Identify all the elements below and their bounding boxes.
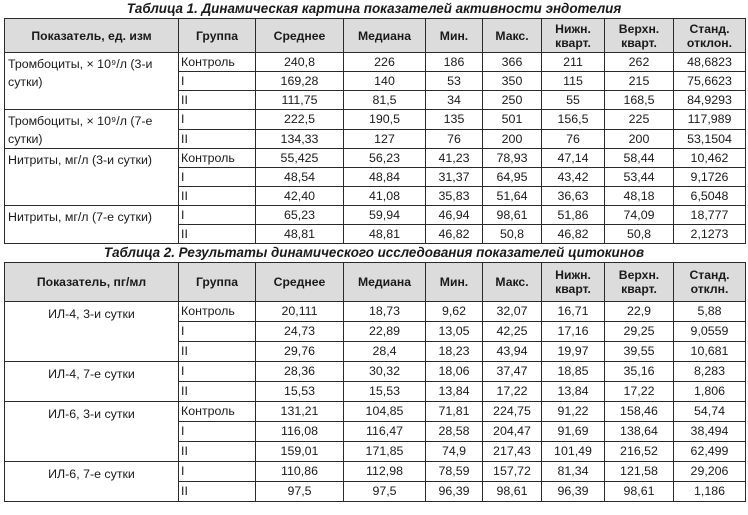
indicator-cell: Нитриты, мг/л (3-и сутки) <box>5 149 179 206</box>
value-cell: 18,06 <box>426 362 483 382</box>
group-cell: Контроль <box>179 149 256 168</box>
value-cell: 78,93 <box>483 149 542 168</box>
value-cell: 250 <box>483 91 542 110</box>
value-cell: 22,89 <box>344 322 426 342</box>
value-cell: 19,97 <box>542 342 605 362</box>
value-cell: 101,49 <box>542 442 605 462</box>
value-cell: 116,08 <box>256 422 344 442</box>
value-cell: 97,5 <box>256 482 344 502</box>
value-cell: 78,59 <box>426 462 483 482</box>
value-cell: 110,86 <box>256 462 344 482</box>
value-cell: 158,46 <box>605 402 674 422</box>
value-cell: 200 <box>483 129 542 149</box>
value-cell: 117,989 <box>674 110 746 130</box>
value-cell: 135 <box>426 110 483 130</box>
value-cell: 46,82 <box>542 225 605 244</box>
table2-caption: Таблица 2. Результаты динамического исследования показателей цитокинов <box>103 245 645 260</box>
value-cell: 55,425 <box>256 149 344 168</box>
value-cell: 46,94 <box>426 206 483 225</box>
value-cell: 2,1273 <box>674 225 746 244</box>
value-cell: 50,8 <box>483 225 542 244</box>
column-header: Показатель, пг/мл <box>5 263 179 302</box>
column-header: Станд. отклон. <box>674 19 746 53</box>
value-cell: 76 <box>426 129 483 149</box>
group-cell: I <box>179 168 256 187</box>
column-header: Верхн. кварт. <box>605 263 674 302</box>
table1-header-row <box>5 19 746 53</box>
column-header: Макс. <box>483 263 542 302</box>
value-cell: 34 <box>426 91 483 110</box>
value-cell: 65,23 <box>256 206 344 225</box>
value-cell: 225 <box>605 110 674 130</box>
value-cell: 211 <box>542 53 605 72</box>
value-cell: 240,8 <box>256 53 344 72</box>
value-cell: 13,84 <box>426 382 483 402</box>
value-cell: 53,44 <box>605 168 674 187</box>
value-cell: 204,47 <box>483 422 542 442</box>
table1-body <box>5 53 746 244</box>
value-cell: 168,5 <box>605 91 674 110</box>
value-cell: 10,681 <box>674 342 746 362</box>
value-cell: 43,94 <box>483 342 542 362</box>
value-cell: 75,6623 <box>674 72 746 91</box>
group-cell: II <box>179 482 256 502</box>
value-cell: 62,499 <box>674 442 746 462</box>
value-cell: 32,07 <box>483 302 542 322</box>
table-row <box>5 149 746 168</box>
group-cell: I <box>179 110 256 130</box>
table-row <box>5 362 746 382</box>
value-cell: 31,37 <box>426 168 483 187</box>
table-row <box>5 402 746 422</box>
value-cell: 24,73 <box>256 322 344 342</box>
value-cell: 156,5 <box>542 110 605 130</box>
value-cell: 127 <box>344 129 426 149</box>
value-cell: 350 <box>483 72 542 91</box>
value-cell: 169,28 <box>256 72 344 91</box>
value-cell: 157,72 <box>483 462 542 482</box>
indicator-cell: Тромбоциты, × 10⁹/л (3-и сутки) <box>5 53 179 110</box>
group-cell: II <box>179 129 256 149</box>
value-cell: 29,206 <box>674 462 746 482</box>
column-header: Медиана <box>344 19 426 53</box>
value-cell: 64,95 <box>483 168 542 187</box>
value-cell: 50,8 <box>605 225 674 244</box>
value-cell: 190,5 <box>344 110 426 130</box>
value-cell: 501 <box>483 110 542 130</box>
value-cell: 20,111 <box>256 302 344 322</box>
value-cell: 51,86 <box>542 206 605 225</box>
value-cell: 9,0559 <box>674 322 746 342</box>
value-cell: 48,81 <box>256 225 344 244</box>
indicator-cell: Нитриты, мг/л (7-е сутки) <box>5 206 179 244</box>
value-cell: 5,88 <box>674 302 746 322</box>
value-cell: 97,5 <box>344 482 426 502</box>
value-cell: 138,64 <box>605 422 674 442</box>
value-cell: 13,05 <box>426 322 483 342</box>
value-cell: 28,58 <box>426 422 483 442</box>
column-header: Группа <box>179 263 256 302</box>
group-cell: II <box>179 442 256 462</box>
group-cell: Контроль <box>179 53 256 72</box>
value-cell: 74,9 <box>426 442 483 462</box>
column-header: Макс. <box>483 19 542 53</box>
value-cell: 6,5048 <box>674 187 746 206</box>
value-cell: 35,83 <box>426 187 483 206</box>
value-cell: 9,62 <box>426 302 483 322</box>
value-cell: 29,76 <box>256 342 344 362</box>
value-cell: 35,16 <box>605 362 674 382</box>
value-cell: 10,462 <box>674 149 746 168</box>
value-cell: 74,09 <box>605 206 674 225</box>
value-cell: 48,84 <box>344 168 426 187</box>
value-cell: 53 <box>426 72 483 91</box>
group-cell: II <box>179 187 256 206</box>
value-cell: 38,494 <box>674 422 746 442</box>
table2-cytokines <box>4 262 746 502</box>
column-header: Мин. <box>426 19 483 53</box>
table-row <box>5 206 746 225</box>
column-header: Станд. отклн. <box>674 263 746 302</box>
value-cell: 15,53 <box>256 382 344 402</box>
value-cell: 55 <box>542 91 605 110</box>
value-cell: 48,81 <box>344 225 426 244</box>
value-cell: 46,82 <box>426 225 483 244</box>
value-cell: 215 <box>605 72 674 91</box>
value-cell: 39,55 <box>605 342 674 362</box>
value-cell: 121,58 <box>605 462 674 482</box>
group-cell: I <box>179 72 256 91</box>
indicator-cell: ИЛ-6, 7-е сутки <box>5 462 179 502</box>
group-cell: II <box>179 342 256 362</box>
value-cell: 37,47 <box>483 362 542 382</box>
column-header: Мин. <box>426 263 483 302</box>
table2-header-row <box>5 263 746 302</box>
table1-endothelium <box>4 18 746 244</box>
group-cell: I <box>179 462 256 482</box>
value-cell: 226 <box>344 53 426 72</box>
value-cell: 91,69 <box>542 422 605 442</box>
value-cell: 366 <box>483 53 542 72</box>
value-cell: 41,23 <box>426 149 483 168</box>
value-cell: 224,75 <box>483 402 542 422</box>
value-cell: 28,4 <box>344 342 426 362</box>
value-cell: 17,22 <box>483 382 542 402</box>
value-cell: 15,53 <box>344 382 426 402</box>
value-cell: 18,85 <box>542 362 605 382</box>
value-cell: 96,39 <box>426 482 483 502</box>
value-cell: 200 <box>605 129 674 149</box>
value-cell: 48,54 <box>256 168 344 187</box>
table1-caption: Таблица 1. Динамическая картина показателей активности эндотелия <box>126 1 622 16</box>
value-cell: 216,52 <box>605 442 674 462</box>
column-header: Нижн. кварт. <box>542 263 605 302</box>
value-cell: 59,94 <box>344 206 426 225</box>
group-cell: I <box>179 322 256 342</box>
value-cell: 116,47 <box>344 422 426 442</box>
table2-body <box>5 302 746 502</box>
value-cell: 54,74 <box>674 402 746 422</box>
value-cell: 98,61 <box>483 482 542 502</box>
value-cell: 217,43 <box>483 442 542 462</box>
value-cell: 76 <box>542 129 605 149</box>
column-header: Группа <box>179 19 256 53</box>
value-cell: 28,36 <box>256 362 344 382</box>
value-cell: 186 <box>426 53 483 72</box>
value-cell: 47,14 <box>542 149 605 168</box>
value-cell: 22,9 <box>605 302 674 322</box>
value-cell: 51,64 <box>483 187 542 206</box>
value-cell: 98,61 <box>605 482 674 502</box>
value-cell: 84,9293 <box>674 91 746 110</box>
value-cell: 1,186 <box>674 482 746 502</box>
value-cell: 48,6823 <box>674 53 746 72</box>
column-header: Верхн. кварт. <box>605 19 674 53</box>
group-cell: II <box>179 382 256 402</box>
value-cell: 48,18 <box>605 187 674 206</box>
value-cell: 171,85 <box>344 442 426 462</box>
value-cell: 8,283 <box>674 362 746 382</box>
value-cell: 29,25 <box>605 322 674 342</box>
indicator-cell: ИЛ-4, 3-и сутки <box>5 302 179 362</box>
value-cell: 96,39 <box>542 482 605 502</box>
value-cell: 91,22 <box>542 402 605 422</box>
group-cell: II <box>179 91 256 110</box>
value-cell: 115 <box>542 72 605 91</box>
column-header: Медиана <box>344 263 426 302</box>
value-cell: 30,32 <box>344 362 426 382</box>
value-cell: 9,1726 <box>674 168 746 187</box>
value-cell: 13,84 <box>542 382 605 402</box>
group-cell: Контроль <box>179 402 256 422</box>
column-header: Показатель, ед. изм <box>5 19 179 53</box>
value-cell: 17,22 <box>605 382 674 402</box>
value-cell: 222,5 <box>256 110 344 130</box>
value-cell: 81,34 <box>542 462 605 482</box>
indicator-cell: ИЛ-4, 7-е сутки <box>5 362 179 402</box>
value-cell: 53,1504 <box>674 129 746 149</box>
value-cell: 262 <box>605 53 674 72</box>
group-cell: II <box>179 225 256 244</box>
value-cell: 16,71 <box>542 302 605 322</box>
value-cell: 42,40 <box>256 187 344 206</box>
value-cell: 18,777 <box>674 206 746 225</box>
value-cell: 42,25 <box>483 322 542 342</box>
value-cell: 98,61 <box>483 206 542 225</box>
group-cell: I <box>179 362 256 382</box>
value-cell: 140 <box>344 72 426 91</box>
table-row <box>5 53 746 72</box>
value-cell: 111,75 <box>256 91 344 110</box>
indicator-cell: Тромбоциты, × 10⁹/л (7-е сутки) <box>5 110 179 149</box>
value-cell: 36,63 <box>542 187 605 206</box>
value-cell: 18,73 <box>344 302 426 322</box>
indicator-cell: ИЛ-6, 3-и сутки <box>5 402 179 462</box>
value-cell: 58,44 <box>605 149 674 168</box>
value-cell: 112,98 <box>344 462 426 482</box>
table-row <box>5 462 746 482</box>
value-cell: 104,85 <box>344 402 426 422</box>
column-header: Среднее <box>256 19 344 53</box>
column-header: Нижн. кварт. <box>542 19 605 53</box>
group-cell: I <box>179 206 256 225</box>
value-cell: 131,21 <box>256 402 344 422</box>
value-cell: 41,08 <box>344 187 426 206</box>
value-cell: 17,16 <box>542 322 605 342</box>
value-cell: 81,5 <box>344 91 426 110</box>
table-row <box>5 302 746 322</box>
value-cell: 159,01 <box>256 442 344 462</box>
group-cell: Контроль <box>179 302 256 322</box>
value-cell: 71,81 <box>426 402 483 422</box>
group-cell: I <box>179 422 256 442</box>
value-cell: 18,23 <box>426 342 483 362</box>
table-row <box>5 110 746 130</box>
value-cell: 134,33 <box>256 129 344 149</box>
value-cell: 56,23 <box>344 149 426 168</box>
value-cell: 43,42 <box>542 168 605 187</box>
value-cell: 1,806 <box>674 382 746 402</box>
column-header: Среднее <box>256 263 344 302</box>
